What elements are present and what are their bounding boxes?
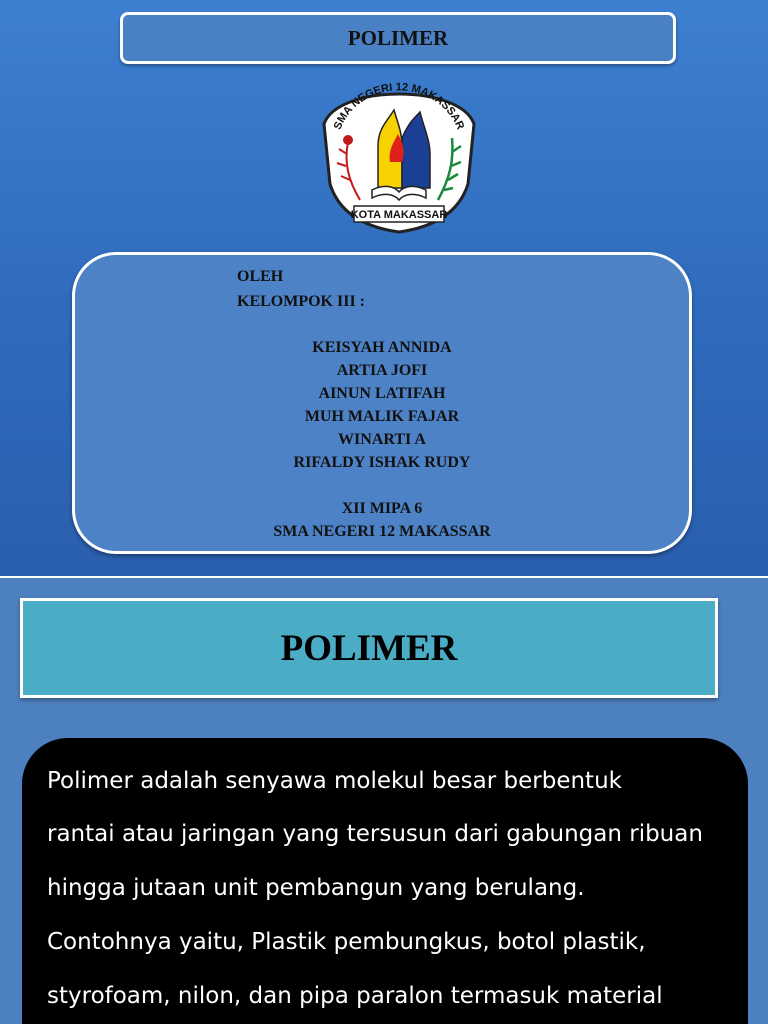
- definition-title: POLIMER: [280, 627, 458, 669]
- school-label: SMA NEGERI 12 MAKASSAR: [273, 523, 491, 540]
- definition-line: styrofoam, nilon, dan pipa paralon termasuk material: [47, 983, 663, 1009]
- class-label: XII MIPA 6: [341, 500, 423, 517]
- logo-arc-text: SMA NEGERI 12 MAKASSAR: [331, 81, 467, 132]
- cover-title-box: [120, 12, 676, 64]
- school-logo: [318, 76, 480, 236]
- definition-title-box: [20, 598, 718, 698]
- oleh-label: OLEH: [237, 268, 284, 285]
- member-name: KEISYAH ANNIDA: [312, 339, 452, 356]
- kelompok-label: KELOMPOK III :: [237, 293, 366, 310]
- definition-line: Contohnya yaitu, Plastik pembungkus, botol plastik,: [47, 929, 646, 955]
- definition-line: rantai atau jaringan yang tersusun dari gabungan ribuan: [47, 821, 703, 847]
- member-name: RIFALDY ISHAK RUDY: [293, 454, 471, 471]
- slide-definition: [0, 578, 768, 1024]
- logo-bottom-text: KOTA MAKASSAR: [350, 209, 448, 221]
- member-name: MUH MALIK FAJAR: [304, 408, 460, 425]
- member-name: WINARTI A: [338, 431, 426, 448]
- group-info-box: [72, 252, 692, 554]
- member-name: AINUN LATIFAH: [318, 385, 446, 402]
- cover-title: POLIMER: [347, 25, 449, 50]
- definition-line: Polimer adalah senyawa molekul besar berbentuk: [47, 768, 622, 794]
- member-name: ARTIA JOFI: [336, 362, 428, 379]
- definition-text-box: [22, 738, 748, 1024]
- definition-line: hingga jutaan unit pembangun yang berulang.: [47, 875, 585, 901]
